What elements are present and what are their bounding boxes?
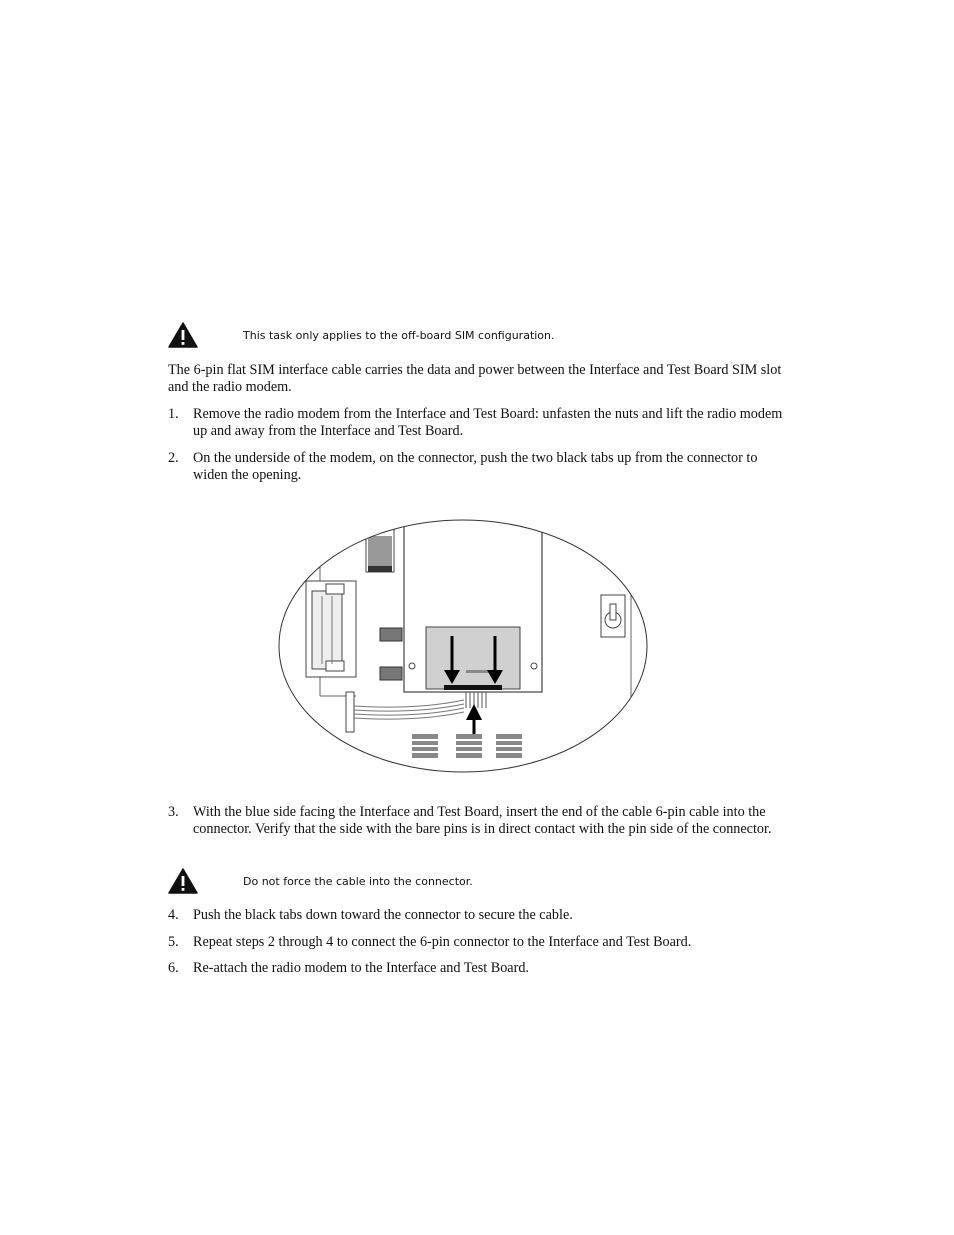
caution-note-text: Do not force the cable into the connector. (243, 874, 473, 888)
step-text: Re-attach the radio modem to the Interface and Test Board. (193, 960, 529, 976)
caution-note-text: This task only applies to the off-board SIM configuration. (243, 328, 555, 342)
step-text: Repeat steps 2 through 4 to connect the 6-pin connector to the Interface and Test Board. (193, 934, 692, 950)
step-number: 4. (168, 907, 179, 923)
step-text: Push the black tabs down toward the connector to secure the cable. (193, 907, 573, 923)
step-number: 3. (168, 804, 179, 820)
step-text: Remove the radio modem from the Interface and Test Board: unfasten the nuts and lift the radio modem up and away from the Interface and Test Board. (193, 406, 783, 439)
intro-paragraph: The 6-pin flat SIM interface cable carries the data and power between the Interface and Test Board SIM slot and the radio modem. (168, 362, 782, 395)
warning-triangle-icon (168, 322, 198, 348)
step-5 (168, 934, 788, 951)
caution-note-offboard-sim (168, 322, 555, 348)
step-number: 2. (168, 450, 179, 466)
step-number: 5. (168, 934, 179, 950)
step-3 (168, 804, 788, 838)
figure-clipped-detail (276, 496, 650, 784)
step-6 (168, 960, 788, 977)
step-number: 1. (168, 406, 179, 422)
step-2 (168, 450, 788, 484)
step-text: With the blue side facing the Interface and Test Board, insert the end of the cable 6-pin cable into the connector. Verify that the side with the bare pins is in direct contact with the pin side of the connector. (193, 804, 772, 837)
warning-triangle-icon (168, 868, 198, 894)
caution-note-force-cable (168, 868, 473, 894)
step-1 (168, 406, 788, 440)
modem-connector-figure (276, 496, 650, 784)
step-text: On the underside of the modem, on the connector, push the two black tabs up from the connector to widen the opening. (193, 450, 758, 483)
step-4 (168, 907, 788, 924)
step-number: 6. (168, 960, 179, 976)
